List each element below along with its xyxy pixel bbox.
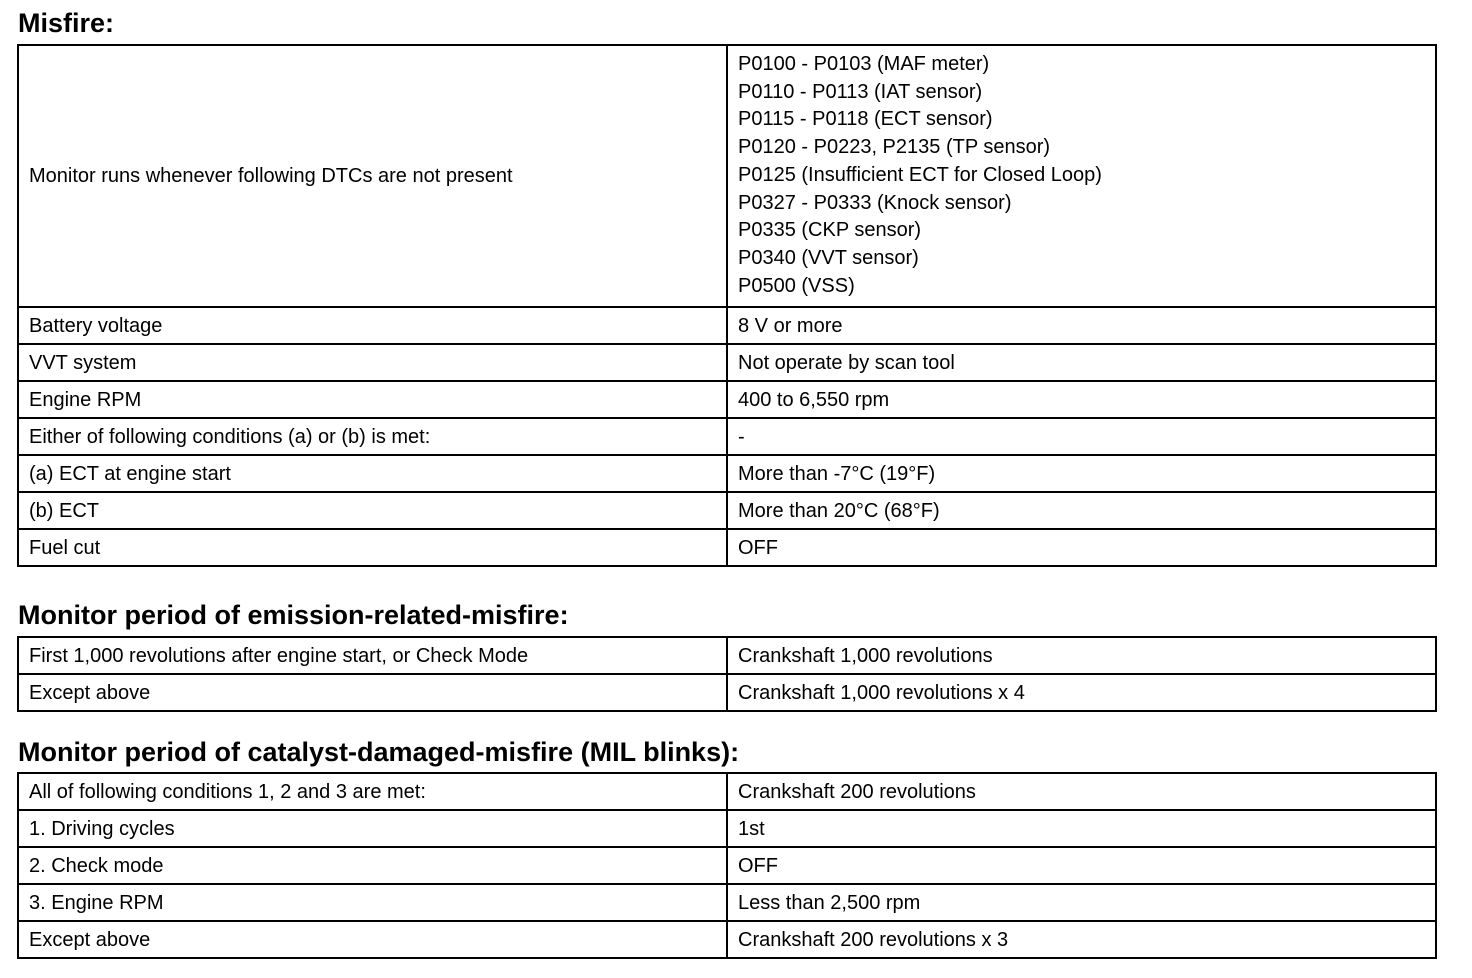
condition-value: Crankshaft 200 revolutions [727,773,1436,810]
condition-value: 1st [727,810,1436,847]
condition-value: Crankshaft 1,000 revolutions x 4 [727,674,1436,711]
table-row [18,810,1436,847]
dtc-item: P0125 (Insufficient ECT for Closed Loop) [738,163,1102,186]
dtc-item: P0120 - P0223, P2135 (TP sensor) [738,136,1051,159]
condition-label: Except above [18,674,727,711]
dtc-item: P0115 - P0118 (ECT sensor) [738,108,993,131]
condition-label: Either of following conditions (a) or (b) is met: [18,418,727,455]
condition-label: 1. Driving cycles [18,810,727,847]
table-row [18,418,1436,455]
table-row [18,529,1436,566]
section-title-catalyst-damaged-misfire: Monitor period of catalyst-damaged-misfire (MIL blinks): [18,737,740,767]
table-row [18,492,1436,529]
emission-misfire-table [17,636,1437,712]
condition-label: (a) ECT at engine start [18,455,727,492]
condition-value: - [727,418,1436,455]
condition-label: 2. Check mode [18,847,727,884]
dtc-item: P0100 - P0103 (MAF meter) [738,53,990,75]
condition-label: VVT system [18,344,727,381]
condition-label: Monitor runs whenever following DTCs are not present [18,45,727,307]
table-row [18,921,1436,958]
table-row [18,344,1436,381]
condition-label: (b) ECT [18,492,727,529]
dtc-list [727,45,1436,307]
condition-value: More than 20°C (68°F) [727,492,1436,529]
condition-value: Less than 2,500 rpm [727,884,1436,921]
dtc-item: P0335 (CKP sensor) [738,219,922,242]
table-row [18,381,1436,418]
table-row [18,847,1436,884]
table-row [18,455,1436,492]
condition-value: Not operate by scan tool [727,344,1436,381]
condition-label: Battery voltage [18,307,727,344]
condition-value: OFF [727,529,1436,566]
condition-value: 400 to 6,550 rpm [727,381,1436,418]
dtc-item: P0110 - P0113 (IAT sensor) [738,80,983,103]
condition-value: 8 V or more [727,307,1436,344]
table-row [18,884,1436,921]
condition-label: First 1,000 revolutions after engine start, or Check Mode [18,637,727,674]
table-row [18,637,1436,674]
condition-label: All of following conditions 1, 2 and 3 are met: [18,773,727,810]
dtc-item: P0340 (VVT sensor) [738,246,919,269]
table-row [18,674,1436,711]
condition-label: Engine RPM [18,381,727,418]
table-row [18,773,1436,810]
condition-label: Fuel cut [18,529,727,566]
misfire-conditions-table [17,44,1437,567]
table-row [18,45,1436,307]
condition-value: Crankshaft 200 revolutions x 3 [727,921,1436,958]
section-title-emission-related-misfire: Monitor period of emission-related-misfire: [18,600,569,630]
catalyst-misfire-table [17,772,1437,959]
table-row [18,307,1436,344]
section-title-misfire: Misfire: [18,8,115,38]
condition-label: Except above [18,921,727,958]
condition-value: Crankshaft 1,000 revolutions [727,637,1436,674]
dtc-item: P0500 (VSS) [738,274,855,297]
dtc-item: P0327 - P0333 (Knock sensor) [738,191,1012,214]
condition-value: More than -7°C (19°F) [727,455,1436,492]
condition-value: OFF [727,847,1436,884]
condition-label: 3. Engine RPM [18,884,727,921]
